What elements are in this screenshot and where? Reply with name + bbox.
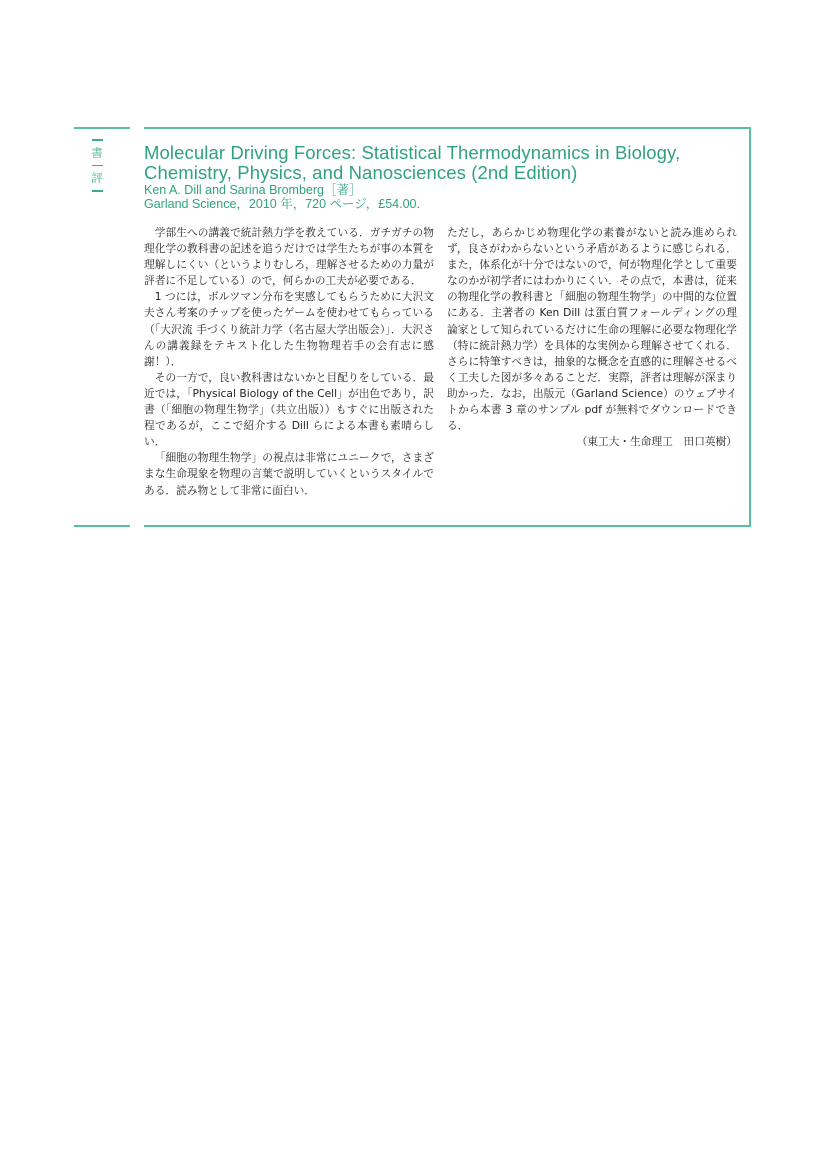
reviewer-signature: （東工大・生命理工 田口英樹） xyxy=(576,435,737,449)
label-divider xyxy=(92,139,103,141)
book-header xyxy=(144,143,737,211)
review-column-left xyxy=(144,225,434,499)
book-title: Molecular Driving Forces: Statistical Thermodynamics in Biology, Chemistry, Physics, and Nanosciences (2nd Edition) xyxy=(144,142,681,183)
review-paragraph: 学部生への講義で統計熱力学を教えている．ガチガチの物理化学の教科書の記述を追うだけでは学生たちが事の本質を理解しにくい（というよりむしろ，理解させるための力量が評者に不足している）ので，何らかの工夫が必要である． xyxy=(144,226,434,288)
book-review-label xyxy=(86,139,108,198)
review-body xyxy=(144,225,737,499)
review-paragraph: その一方で，良い教科書はないかと目配りをしている．最近では，「Physical Biology of the Cell」が出色であり，訳書（「細胞の物理生物学」（共立出版））もすぐに出版された程であるが，ここで紹介する Dill らによる本書も素晴らしい． xyxy=(144,370,434,449)
label-divider xyxy=(92,165,103,167)
book-review-box xyxy=(74,127,751,527)
book-authors: Ken A. Dill and Sarina Bromberg［著］ xyxy=(144,183,362,197)
label-divider xyxy=(92,190,103,192)
label-char-1: 書 xyxy=(90,145,103,160)
book-publisher-info: Garland Science，2010 年，720 ページ，£54.00． xyxy=(144,197,430,211)
review-paragraph: 1 つには，ボルツマン分布を実感してもらうために大沢文夫さん考案のチップを使ったゲームを使わせてもらっている（「大沢流 手づくり統計力学（名古屋大学出版会）」．大沢さんの講義録をテキスト化した生物物理若手の会有志に感謝！）． xyxy=(144,290,434,368)
label-char-2: 評 xyxy=(90,171,103,185)
review-paragraph: 「細胞の物理生物学」の視点は非常にユニークで，さまざまな生命現象を物理の言葉で説明していくというスタイルである．読み物として非常に面白い． xyxy=(144,451,434,497)
review-column-right xyxy=(447,225,737,499)
review-paragraph: ただし，あらかじめ物理化学の素養がないと読み進められず，良さがわからないという矛盾があるように感じられる．また，体系化が十分ではないので，何が物理化学として重要なのかが初学者にはわかりにくい．その点で，本書は，従来の物理化学の教科書と「細胞の物理生物学」の中間的な位置にある．主著者の Ken Dill は蛋白質フォールディングの理論家として知られているだけに生命の理解に必要な物理化学（特に統計熱力学）を具体的な実例から理解させてくれる．さらに特筆すべきは，抽象的な概念を直感的に理解させるべく工夫した図が多々あることだ．実際，評者は理解が深まり助かった．なお，出版元（Garland Science）のウェブサイトから本書 3 章のサンプル pdf が無料でダウンロードできる． xyxy=(447,226,737,433)
